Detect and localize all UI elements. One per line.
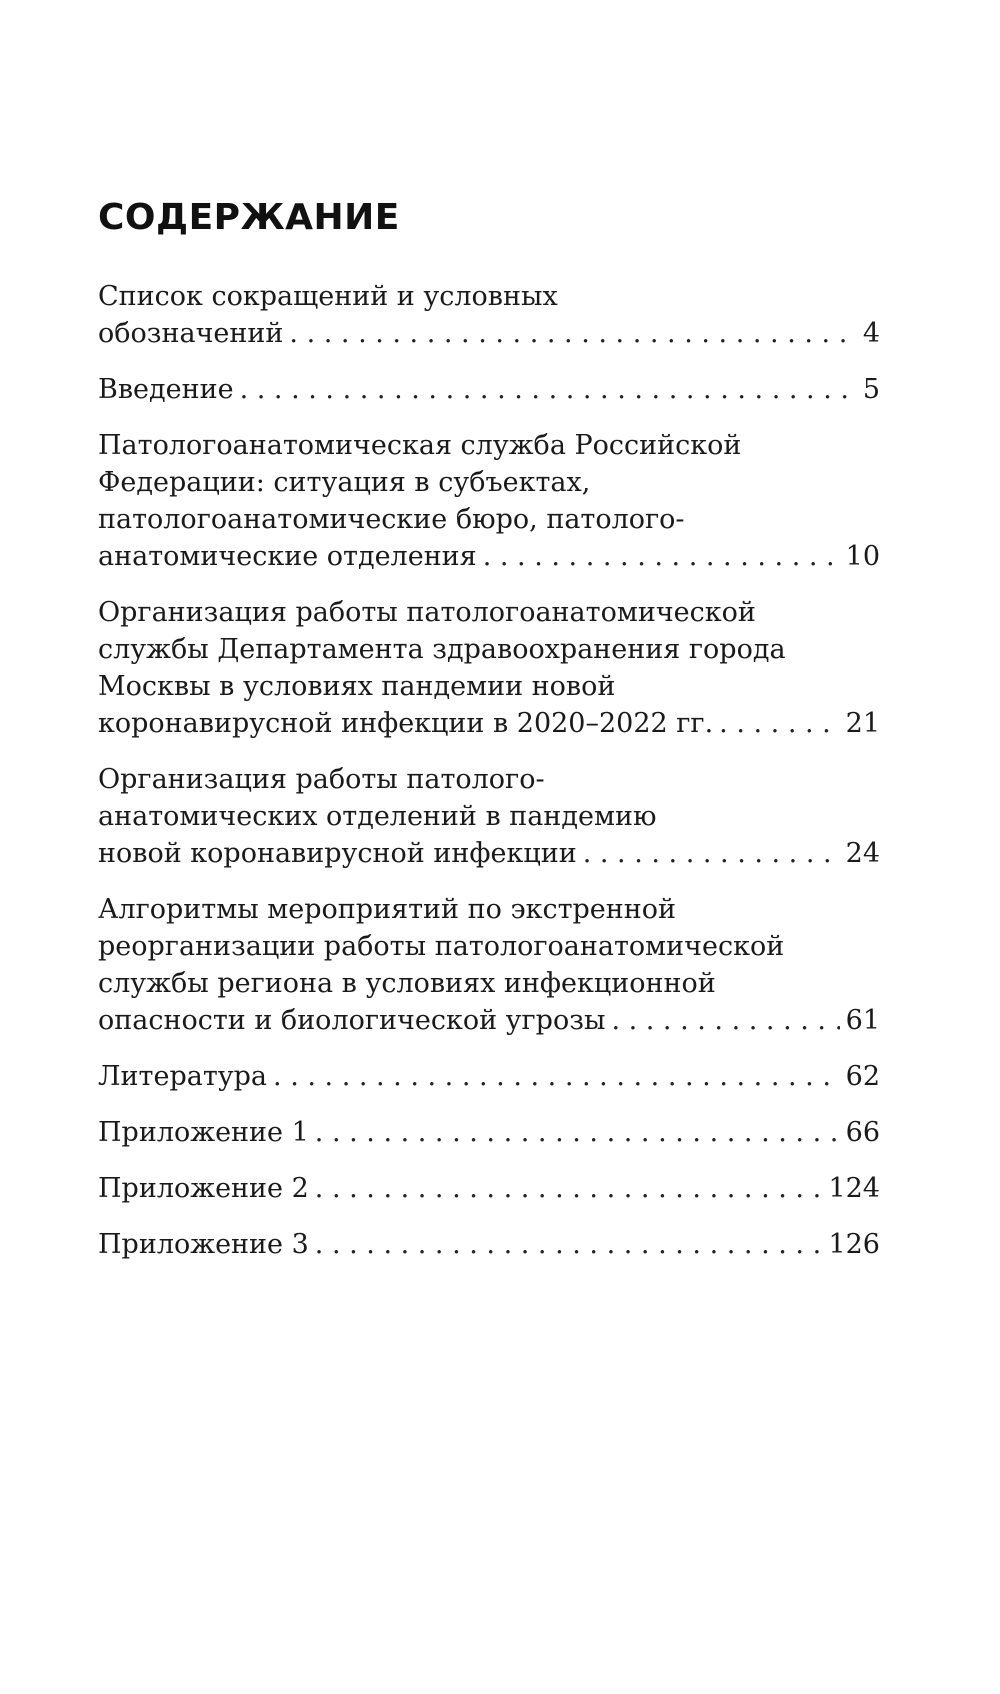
toc-entry[interactable] (98, 1170, 880, 1207)
toc-entry-final-line (98, 371, 880, 408)
toc-page-number: 4 (862, 318, 880, 349)
toc-entry-title-line: Приложение 3 (98, 1229, 309, 1260)
toc-page-number: 21 (845, 708, 880, 739)
toc-entry-final-line (98, 1226, 880, 1263)
dot-leader (240, 371, 857, 408)
dot-leader (289, 315, 856, 352)
dot-leader (611, 1002, 839, 1039)
toc-entry-title-line: Организация работы патологоанатомической (98, 597, 756, 628)
toc-entry-title-line: Литература (98, 1061, 268, 1092)
toc-entry[interactable] (98, 371, 880, 408)
toc-entry-title-line: Федерации: ситуация в субъектах, (98, 467, 591, 498)
toc-page-number: 5 (862, 374, 880, 405)
toc-entry-title-line: новой коронавирусной инфекции (98, 838, 577, 869)
toc-entry-final-line (98, 1114, 880, 1151)
toc-page-number: 126 (828, 1229, 880, 1260)
toc-page-number: 24 (845, 838, 880, 869)
toc-entry-title-line: обозначений (98, 318, 284, 349)
toc-entry[interactable] (98, 1114, 880, 1151)
dot-leader (315, 1114, 840, 1151)
toc-entry-final-line (98, 705, 880, 742)
toc-entry-title-line: Организация работы патолого- (98, 764, 545, 795)
toc-page-number: 66 (845, 1117, 880, 1148)
dot-leader (483, 538, 840, 575)
toc-page-number: 61 (845, 1005, 880, 1036)
toc-entry[interactable] (98, 594, 880, 742)
toc-entry-title-line: коронавирусной инфекции в 2020–2022 гг. (98, 708, 714, 739)
toc-entry-title-line: Москвы в условиях пандемии новой (98, 671, 616, 702)
toc-entry-title-line: Патологоанатомическая служба Российской (98, 430, 742, 461)
table-of-contents (98, 278, 880, 1282)
toc-entry-title-line: опасности и биологической угрозы (98, 1005, 606, 1036)
toc-entry-final-line (98, 315, 880, 352)
dot-leader (273, 1058, 840, 1095)
dot-leader (315, 1170, 823, 1207)
toc-entry-final-line (98, 835, 880, 872)
dot-leader (315, 1226, 823, 1263)
toc-entry-title-line: Приложение 1 (98, 1117, 309, 1148)
toc-entry-title-line: Алгоритмы мероприятий по экстренной (98, 894, 677, 925)
toc-page-number: 10 (845, 541, 880, 572)
toc-entry-final-line (98, 1002, 880, 1039)
dot-leader (719, 705, 839, 742)
toc-entry-title-line: Введение (98, 374, 234, 405)
toc-entry[interactable] (98, 761, 880, 872)
toc-page-number: 124 (828, 1173, 880, 1204)
toc-entry-title-line: Приложение 2 (98, 1173, 309, 1204)
toc-entry-title-line: службы Департамента здравоохранения города (98, 634, 786, 665)
dot-leader (583, 835, 840, 872)
toc-entry[interactable] (98, 278, 880, 352)
toc-entry-final-line (98, 538, 880, 575)
toc-entry[interactable] (98, 1058, 880, 1095)
toc-entry-final-line (98, 1170, 880, 1207)
toc-page-number: 62 (845, 1061, 880, 1092)
toc-entry-title-line: реорганизации работы патологоанатомической (98, 931, 785, 962)
toc-entry-title-line: анатомические отделения (98, 541, 477, 572)
toc-entry-title-line: Список сокращений и условных (98, 281, 558, 312)
toc-entry[interactable] (98, 891, 880, 1039)
toc-entry-title-line: патологоанатомические бюро, патолого- (98, 504, 685, 535)
toc-entry-final-line (98, 1058, 880, 1095)
page-title: СОДЕРЖАНИЕ (98, 197, 400, 238)
toc-entry-title-line: службы региона в условиях инфекционной (98, 968, 716, 999)
toc-entry-title-line: анатомических отделений в пандемию (98, 801, 657, 832)
toc-entry[interactable] (98, 1226, 880, 1263)
toc-entry[interactable] (98, 427, 880, 575)
